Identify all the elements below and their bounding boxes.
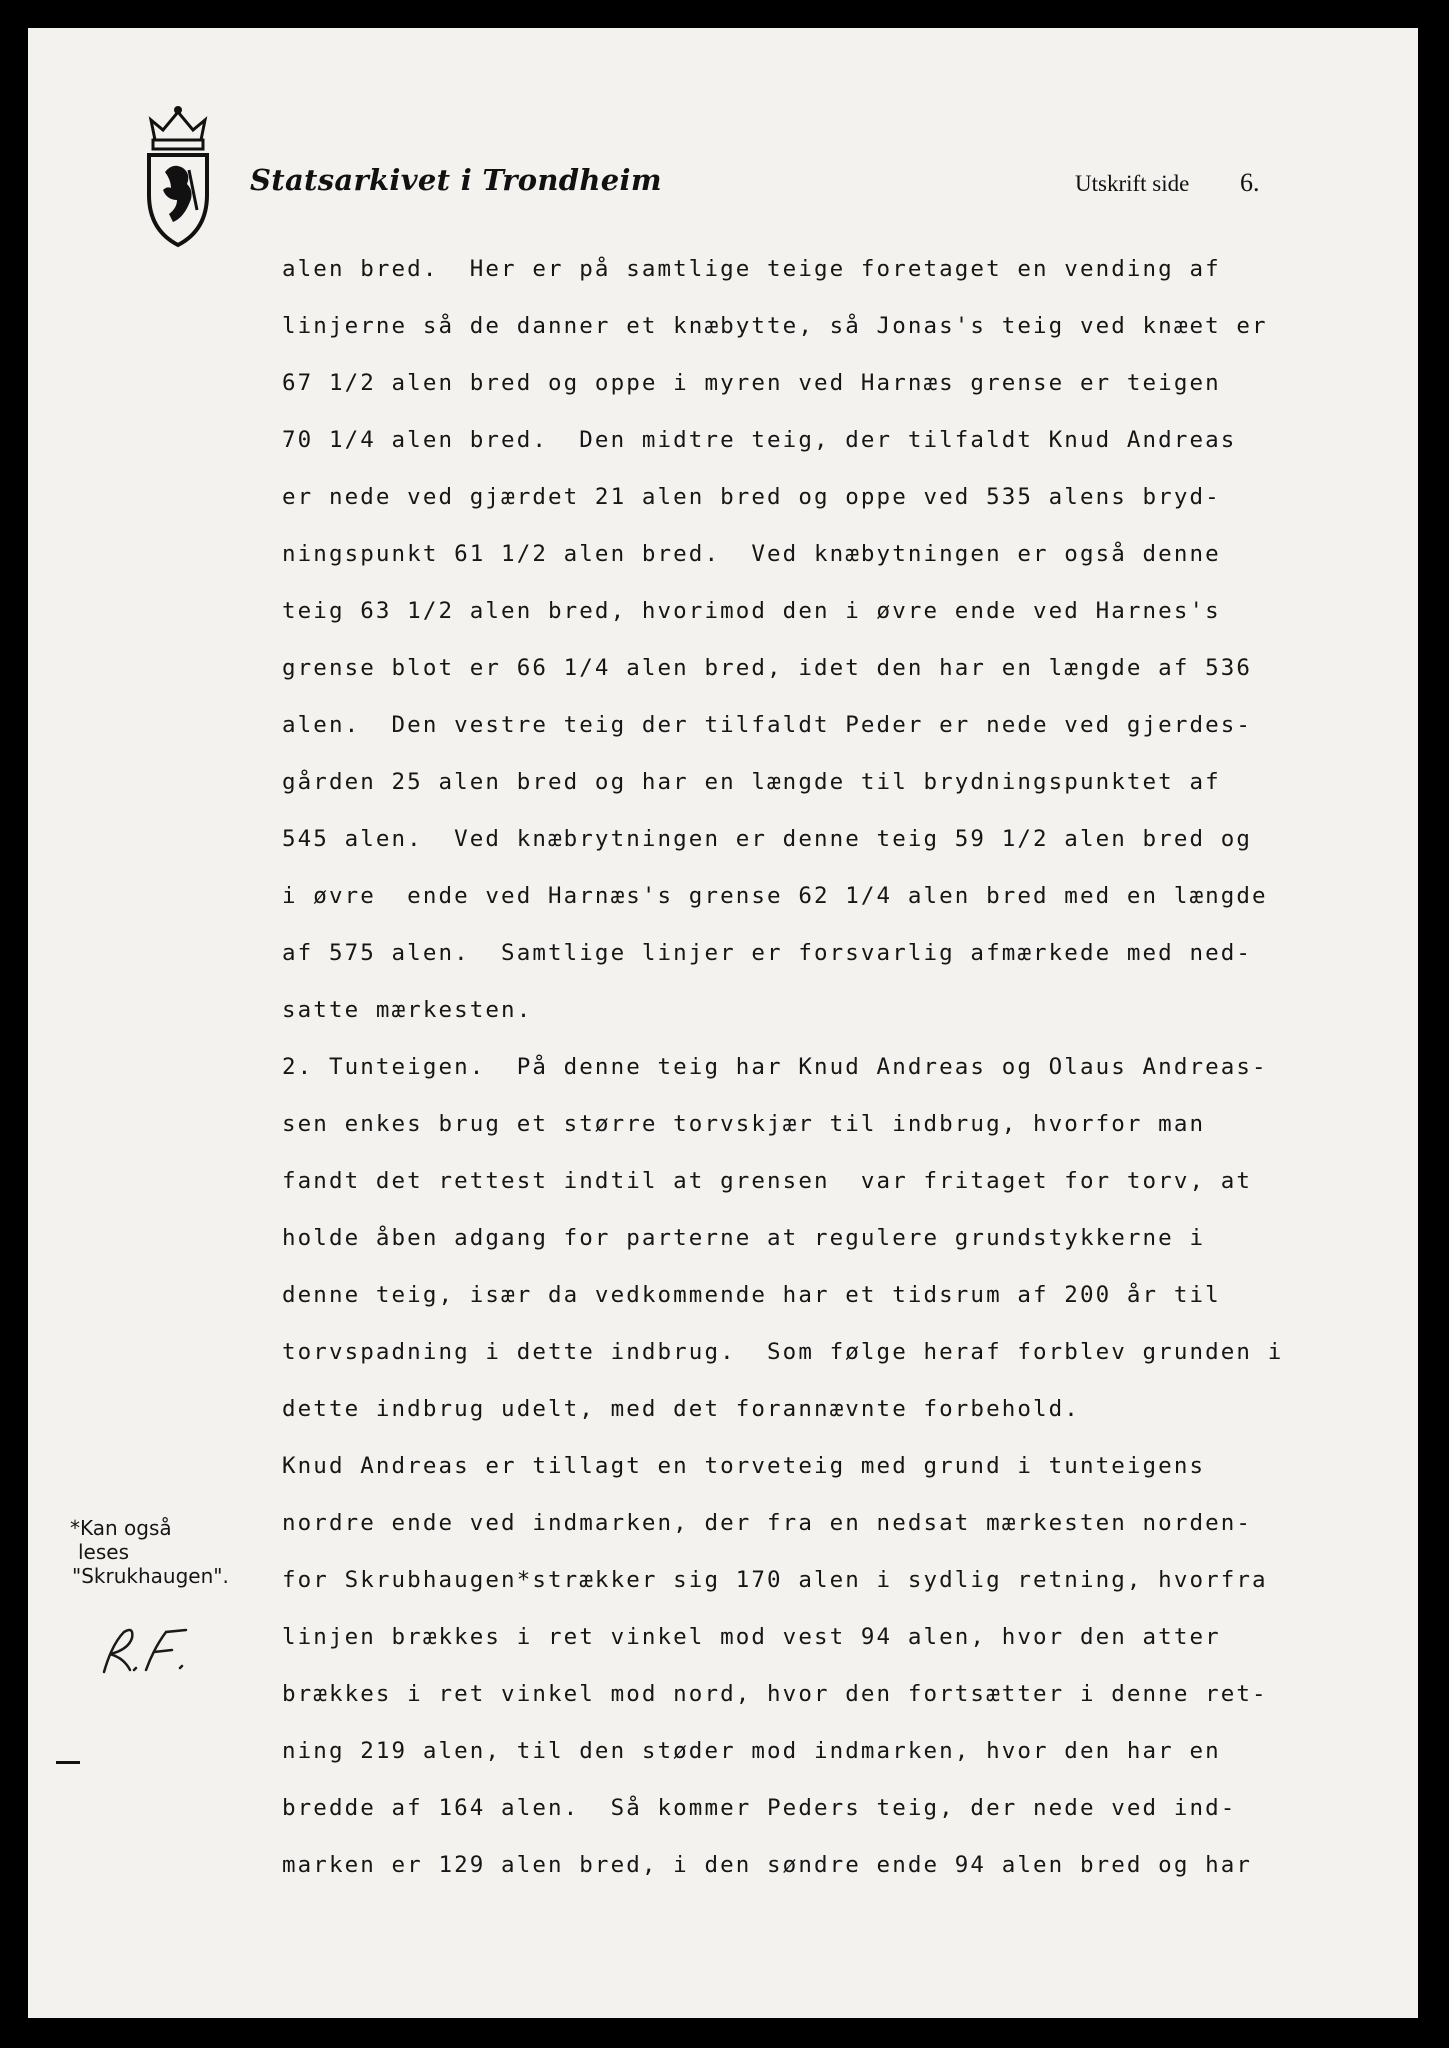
- text-line: teig 63 1/2 alen bred, hvorimod den i øvre ende ved Harnes's: [282, 598, 1221, 624]
- page-label: Utskrift side: [1075, 171, 1190, 196]
- text-line: bredde af 164 alen. Så kommer Peders teig, der nede ved ind-: [282, 1795, 1237, 1821]
- body-text: [282, 241, 1283, 1894]
- text-line: 545 alen. Ved knæbrytningen er denne teig 59 1/2 alen bred og: [282, 826, 1253, 852]
- text-line: af 575 alen. Samtlige linjer er forsvarlig afmærkede med ned-: [282, 940, 1253, 966]
- text-line: 2. Tunteigen. På denne teig har Knud Andreas og Olaus Andreas-: [282, 1054, 1268, 1080]
- text-line: nordre ende ved indmarken, der fra en nedsat mærkesten norden-: [282, 1510, 1253, 1536]
- page-number: 6.: [1240, 168, 1260, 197]
- margin-note: [70, 1516, 229, 1588]
- text-line: alen. Den vestre teig der tilfaldt Peder er nede ved gjerdes-: [282, 712, 1253, 738]
- text-line: denne teig, især da vedkommende har et tidsrum af 200 år til: [282, 1282, 1221, 1308]
- text-line: sen enkes brug et større torvskjær til indbrug, hvorfor man: [282, 1111, 1206, 1137]
- text-line: ningspunkt 61 1/2 alen bred. Ved knæbytningen er også denne: [282, 541, 1221, 567]
- margin-note-line: leses: [78, 1540, 130, 1564]
- text-line: i øvre ende ved Harnæs's grense 62 1/4 alen bred med en længde: [282, 883, 1268, 909]
- archive-name: Statsarkivet i Trondheim: [250, 163, 662, 197]
- text-line: marken er 129 alen bred, i den søndre ende 94 alen bred og har: [282, 1852, 1253, 1878]
- text-line: linjerne så de danner et knæbytte, så Jonas's teig ved knæet er: [282, 313, 1268, 339]
- text-line: brækkes i ret vinkel mod nord, hvor den fortsætter i denne ret-: [282, 1681, 1268, 1707]
- text-line: ning 219 alen, til den støder mod indmarken, hvor den har en: [282, 1738, 1221, 1764]
- text-line: dette indbrug udelt, med det forannævnte forbehold.: [282, 1396, 1080, 1422]
- norwegian-coat-of-arms-icon: [143, 100, 213, 250]
- text-line: gården 25 alen bred og har en længde til brydningspunktet af: [282, 769, 1221, 795]
- handwritten-initials: [94, 1624, 194, 1678]
- text-line: Knud Andreas er tillagt en torveteig med grund i tunteigens: [282, 1453, 1206, 1479]
- text-line: satte mærkesten.: [282, 997, 533, 1023]
- margin-mark: [56, 1761, 80, 1764]
- text-line: 67 1/2 alen bred og oppe i myren ved Harnæs grense er teigen: [282, 370, 1221, 396]
- document-page: [28, 28, 1418, 2018]
- text-line: holde åben adgang for parterne at regulere grundstykkerne i: [282, 1225, 1206, 1251]
- text-line: er nede ved gjærdet 21 alen bred og oppe ved 535 alens bryd-: [282, 484, 1221, 510]
- text-line: 70 1/4 alen bred. Den midtre teig, der tilfaldt Knud Andreas: [282, 427, 1237, 453]
- text-line: grense blot er 66 1/4 alen bred, idet den har en længde af 536: [282, 655, 1253, 681]
- text-line: linjen brækkes i ret vinkel mod vest 94 alen, hvor den atter: [282, 1624, 1221, 1650]
- margin-note-line: *Kan også: [70, 1516, 172, 1540]
- text-line: fandt det rettest indtil at grensen var fritaget for torv, at: [282, 1168, 1253, 1194]
- margin-note-line: "Skrukhaugen".: [72, 1564, 229, 1588]
- text-line: torvspadning i dette indbrug. Som følge heraf forblev grunden i: [282, 1339, 1284, 1365]
- text-line: alen bred. Her er på samtlige teige foretaget en vending af: [282, 256, 1221, 282]
- text-line: for Skrubhaugen*strækker sig 170 alen i sydlig retning, hvorfra: [282, 1567, 1268, 1593]
